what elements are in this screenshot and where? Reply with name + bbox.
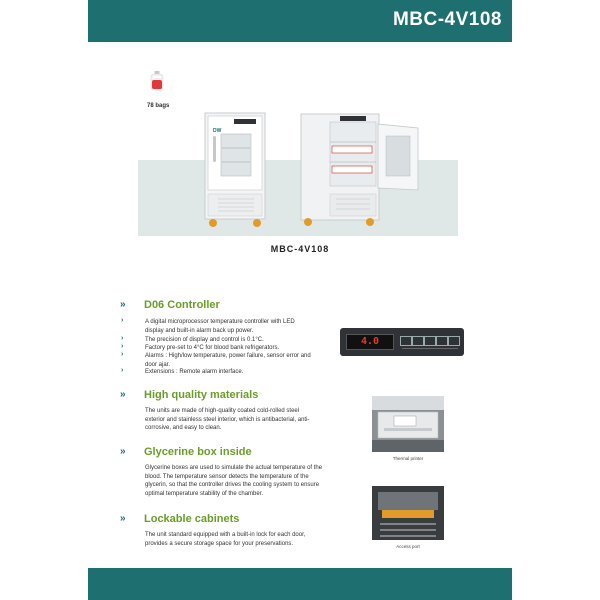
blood-bag-icon (150, 71, 164, 91)
section-title-materials: High quality materials (144, 389, 259, 401)
bags-capacity-label: 78 bags (147, 103, 170, 109)
brand-logo: DW (213, 128, 222, 134)
section-arrow-icon: » (120, 389, 126, 400)
section-arrow-icon: » (120, 446, 126, 457)
footer-bar (88, 568, 512, 600)
model-caption: MBC-4V108 (270, 244, 330, 254)
access-port-photo (372, 486, 444, 540)
bullet-arrow-icon: › (121, 351, 124, 358)
controller-bullet: A digital microprocessor temperature controller with LED display and built-in alarm back up power. (145, 319, 295, 334)
lockable-text: The unit standard equipped with a built-in lock for each door, provides a secure storage space for your preservations. (145, 532, 306, 547)
header-bar (88, 0, 512, 42)
controller-model-prefix: D06 (144, 299, 165, 311)
temperature-readout: 4.0 (360, 336, 380, 347)
controller-key-icon (412, 336, 424, 346)
controller-key-icon (448, 336, 460, 346)
controller-divider (402, 348, 458, 349)
section-title-controller (144, 299, 220, 311)
bullet-arrow-icon: › (121, 317, 124, 324)
controller-bullet: The precision of display and control is 0.1°C. (145, 337, 264, 343)
section-title-glycerine: Glycerine box inside (144, 446, 252, 458)
fridge-open-image (300, 112, 424, 228)
bullet-arrow-icon: › (121, 367, 124, 374)
thermal-printer-photo (372, 396, 444, 452)
bullet-arrow-icon: › (121, 335, 124, 342)
glycerine-text: Glycerine boxes are used to simulate the actual temperature of the blood. The temperature sensor detects the temperature of the glycerin, so that the controller drives the cooling system to ensure optimal temperature stability of the chamber. (145, 465, 323, 497)
controller-display (346, 334, 394, 350)
fridge-closed-image (204, 112, 268, 228)
controller-title: Controller (167, 299, 220, 311)
controller-key-icon (436, 336, 448, 346)
controller-key-icon (424, 336, 436, 346)
bullet-arrow-icon: › (121, 343, 124, 350)
controller-key-icon (400, 336, 412, 346)
controller-bullet: Alarms : High/low temperature, power failure, sensor error and door ajar. (145, 353, 311, 368)
section-title-lockable: Lockable cabinets (144, 513, 240, 525)
section-arrow-icon: » (120, 299, 126, 310)
materials-text: The units are made of high-quality coated cold-rolled steel exterior and stainless steel interior, which is antibacterial, anti-corrosive, and easy to clean. (145, 408, 310, 432)
thermal-printer-caption: Thermal printer (392, 456, 424, 461)
page-title: MBC-4V108 (392, 9, 502, 30)
controller-bullet: Extensions : Remote alarm interface. (145, 369, 244, 375)
controller-panel-image (340, 328, 464, 356)
access-port-caption: Access port (396, 544, 420, 549)
section-arrow-icon: » (120, 513, 126, 524)
controller-bullet: Factory pre-set to 4°C for blood bank refrigerators. (145, 345, 280, 351)
